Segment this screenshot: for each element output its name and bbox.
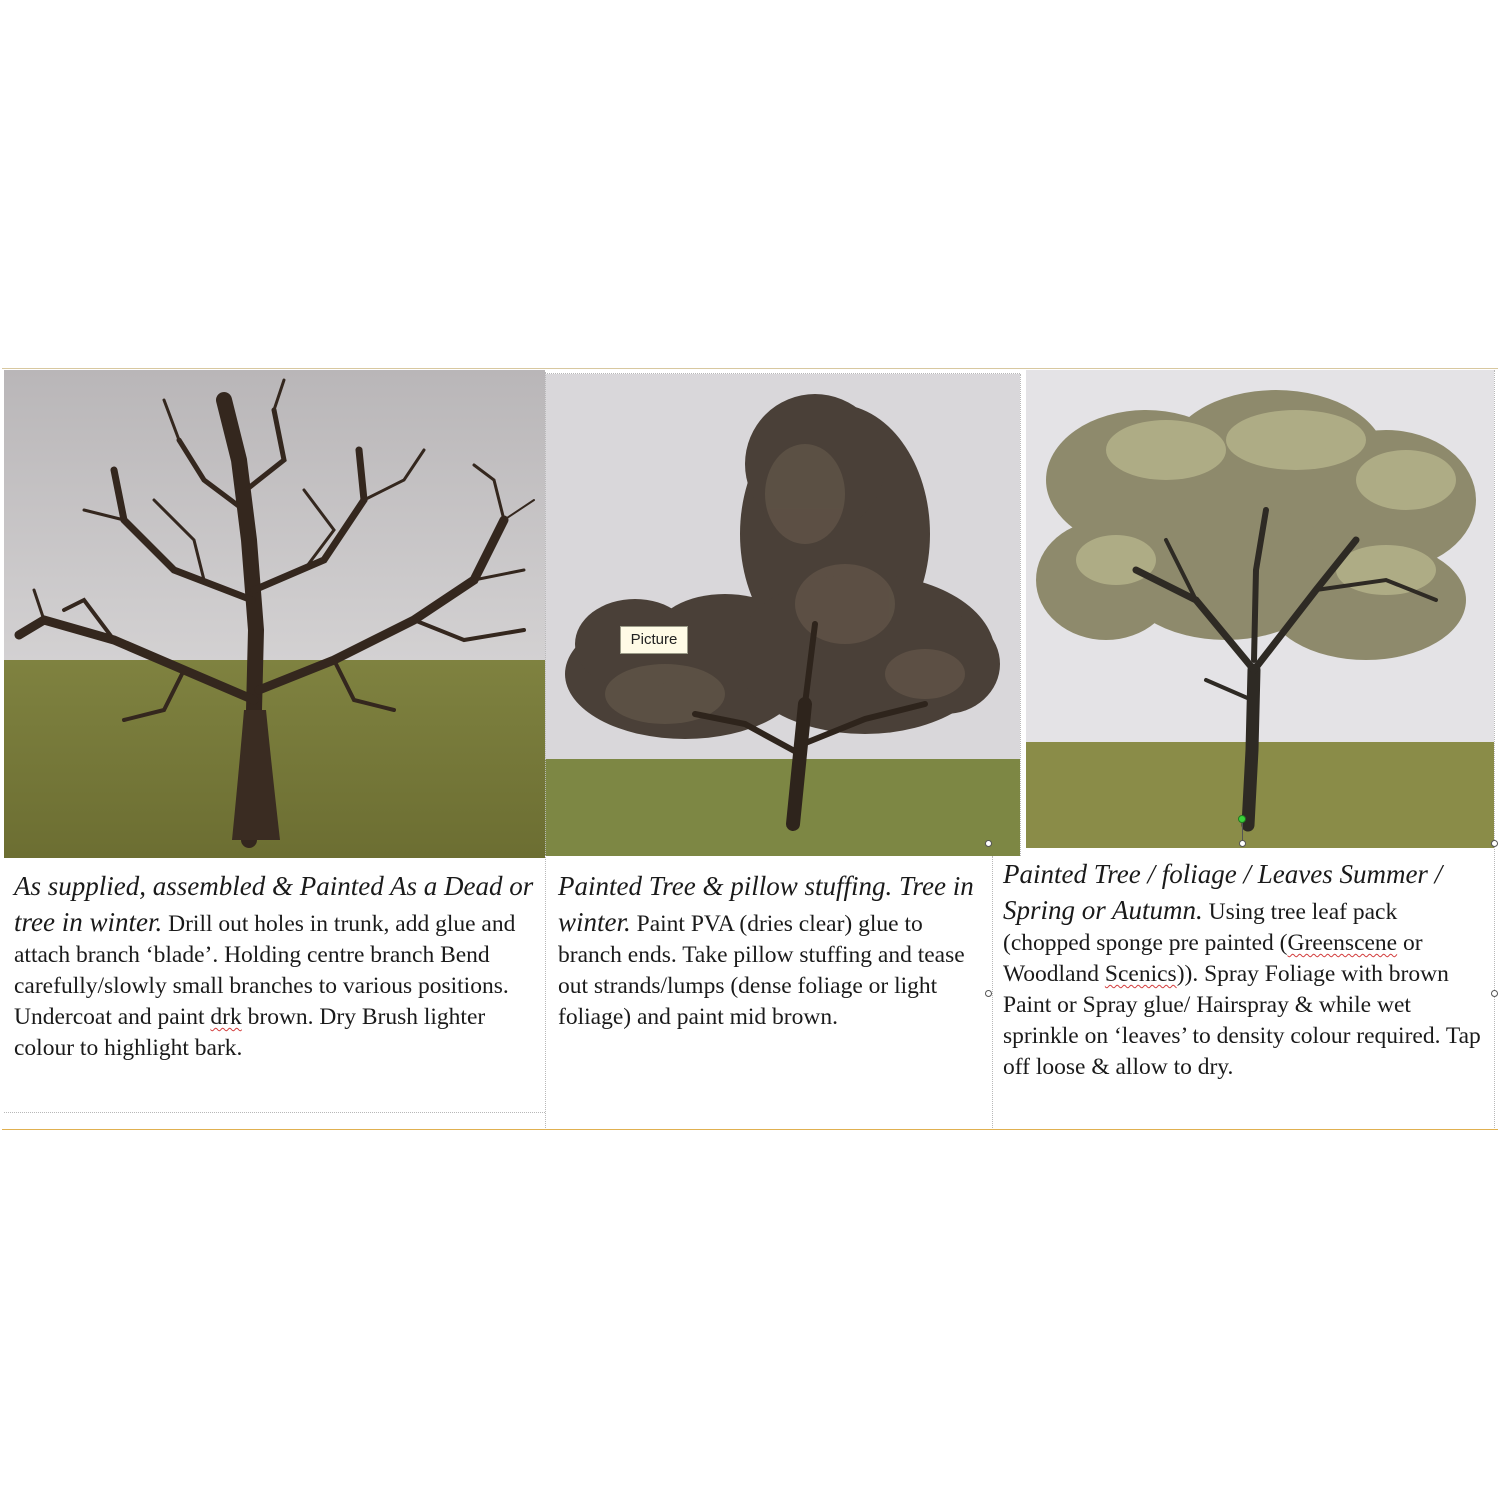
caption-lead: Painted Tree & pillow stuffing. Tree in winter. xyxy=(558,871,974,937)
pillow-stuffing-tree-image xyxy=(545,374,1020,856)
caption-bare-tree xyxy=(14,868,534,1064)
row-divider xyxy=(545,373,1020,374)
caption-lead: Painted Tree / foliage / Leaves Summer / Spring or Autumn. xyxy=(1003,859,1443,925)
bare-tree-image xyxy=(4,370,545,858)
caption-lead: As supplied, assembled & Painted As a Dead or tree in winter. xyxy=(14,871,534,937)
caption-body: )). Spray Foliage with brown Paint or Spray glue/ Hairspray & while wet sprinkle on ‘leaves’ to density colour required. Tap off loose & allow to dry. xyxy=(1003,961,1481,1080)
caption-body: Using tree leaf pack (chopped sponge pre painted ( xyxy=(1003,899,1398,956)
rotate-handle-line xyxy=(1242,822,1243,840)
bare-tree-photo[interactable] xyxy=(4,370,545,858)
resize-handle[interactable] xyxy=(1491,840,1498,847)
resize-handle[interactable] xyxy=(1491,990,1498,997)
caption-body: brown. Dry Brush lighter colour to highlight bark. xyxy=(14,1004,486,1061)
column-divider xyxy=(545,372,546,1130)
foliage-tree-image xyxy=(1026,370,1494,848)
misspelled-word[interactable]: Scenics xyxy=(1104,961,1177,987)
caption-body: or Woodland xyxy=(1003,930,1423,987)
column-divider xyxy=(992,856,993,1130)
column-divider xyxy=(1494,370,1495,1130)
caption-pillow-tree xyxy=(558,868,983,1033)
resize-handle[interactable] xyxy=(985,990,992,997)
resize-handle[interactable] xyxy=(985,840,992,847)
misspelled-word[interactable]: Greenscene xyxy=(1287,930,1398,956)
caption-body: Drill out holes in trunk, add glue and attach branch ‘blade’. Holding centre branch Bend carefully/slowly small branches to various positions. Undercoat and paint xyxy=(14,911,516,1030)
row-divider xyxy=(4,1112,545,1113)
column-divider xyxy=(1020,374,1021,856)
caption-foliage-tree xyxy=(1003,856,1485,1083)
resize-handle[interactable] xyxy=(1239,840,1246,847)
caption-body: Paint PVA (dries clear) glue to branch ends. Take pillow stuffing and tease out strands/lumps (dense foliage or light foliage) and paint mid brown. xyxy=(558,911,965,1030)
misspelled-word[interactable]: drk xyxy=(210,1004,242,1030)
picture-tooltip: Picture xyxy=(620,626,688,654)
rotate-handle[interactable] xyxy=(1238,815,1246,823)
pillow-stuffing-tree-photo[interactable] xyxy=(545,374,1020,856)
foliage-tree-photo[interactable] xyxy=(1026,370,1494,848)
